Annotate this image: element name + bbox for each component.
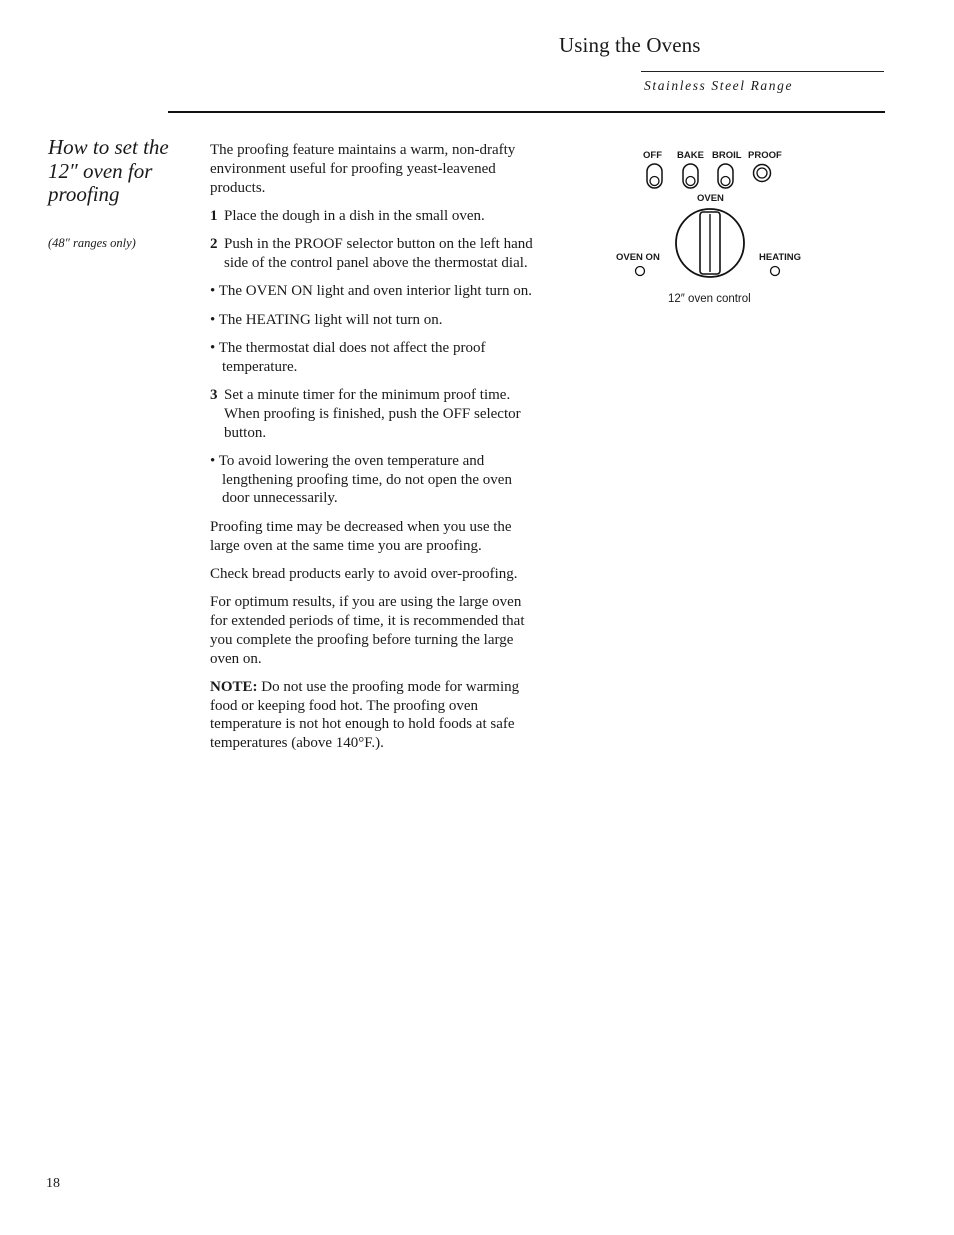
heating-light xyxy=(771,267,780,276)
paragraph: Check bread products early to avoid over-proofing. xyxy=(210,565,518,582)
page-number: 18 xyxy=(46,1176,60,1191)
bullet-item: • To avoid lowering the oven temperature and lengthening proofing time, do not open the oven door unnecessarily. xyxy=(210,452,512,507)
note-label: NOTE: xyxy=(210,678,258,695)
intro-paragraph: The proofing feature maintains a warm, non-drafty environment useful for proofing yeast-leavened products. xyxy=(210,142,516,196)
step-text: Set a minute timer for the minimum proof time. When proofing is finished, push the OFF selector button. xyxy=(224,386,521,441)
step-1 xyxy=(210,207,540,226)
broil-label: BROIL xyxy=(712,150,742,161)
oven-on-label: OVEN ON xyxy=(616,252,660,263)
step-number: 2 xyxy=(210,236,218,253)
oven-control-drawing xyxy=(608,142,818,292)
body-text xyxy=(210,141,540,763)
bullet-item: • The HEATING light will not turn on. xyxy=(210,311,443,328)
proof-button-shape xyxy=(754,165,771,182)
off-button-shape xyxy=(647,164,662,188)
broil-button-shape xyxy=(718,164,733,188)
bake-label: BAKE xyxy=(677,150,704,161)
step-number: 1 xyxy=(210,207,218,224)
oven-control-illustration xyxy=(608,142,818,317)
heating-label: HEATING xyxy=(759,252,802,263)
bake-button-shape xyxy=(683,164,698,188)
paragraph: Proofing time may be decreased when you use the large oven at the same time you are proofing. xyxy=(210,518,512,554)
bullet-item: • The thermostat dial does not affect the proof temperature. xyxy=(210,339,486,375)
oven-on-light xyxy=(636,267,645,276)
proof-label: PROOF xyxy=(748,150,782,161)
section-note: (48″ ranges only) xyxy=(48,236,136,250)
step-number: 3 xyxy=(210,386,218,403)
section-divider xyxy=(168,111,885,113)
step-3 xyxy=(210,386,540,442)
paragraph: For optimum results, if you are using the large oven for extended periods of time, it is recommended that you complete the proofing before turning the large oven on. xyxy=(210,594,525,667)
step-text: Place the dough in a dish in the small oven. xyxy=(224,207,485,224)
section-heading: How to set the 12″ oven for proofing xyxy=(48,135,169,206)
bullet-item: • The OVEN ON light and oven interior light turn on. xyxy=(210,283,533,300)
header-rule xyxy=(641,71,884,72)
oven-label: OVEN xyxy=(697,193,724,204)
thermostat-dial-shape xyxy=(676,209,744,277)
page-header-title: Using the Ovens xyxy=(559,33,701,57)
step-text: Push in the PROOF selector button on the left hand side of the control panel above the thermostat dial. xyxy=(224,236,533,271)
step-2 xyxy=(210,235,540,273)
page-header-subtitle: Stainless Steel Range xyxy=(644,78,794,93)
note-text: Do not use the proofing mode for warming food or keeping food hot. The proofing oven temperature is not hot enough to hold foods at safe temperatures (above 140°F.). xyxy=(210,678,520,752)
note-paragraph xyxy=(210,678,540,753)
off-label: OFF xyxy=(643,150,662,161)
figure-caption: 12″ oven control xyxy=(668,293,751,305)
